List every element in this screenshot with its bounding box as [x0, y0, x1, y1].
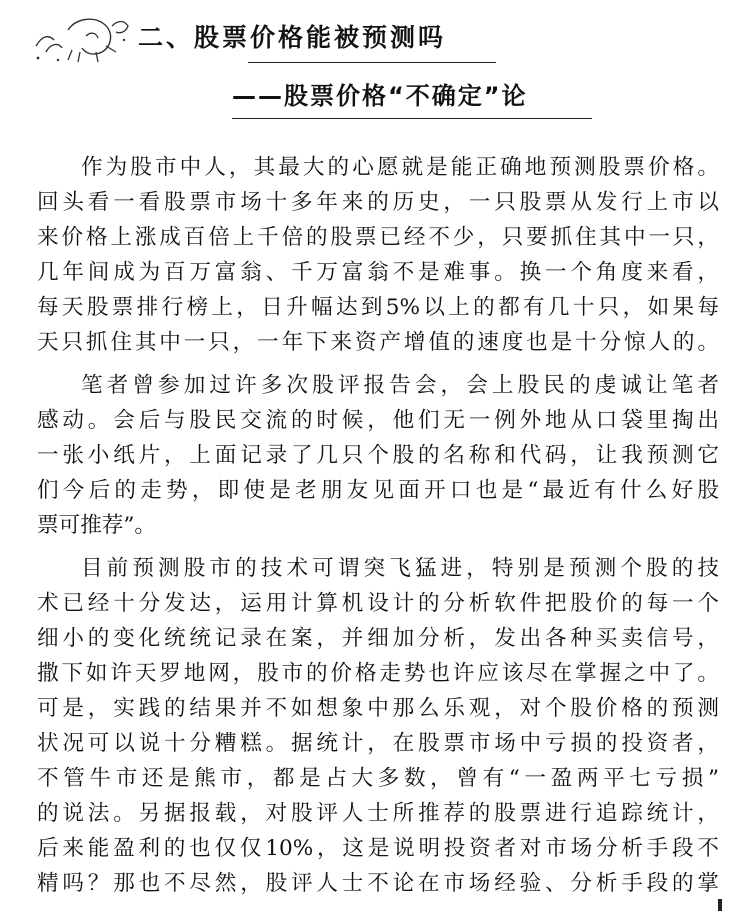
text-line: 可是，实践的结果并不如想象中那么乐观，对个股价格的预测	[37, 696, 719, 721]
page-corner-mark	[718, 899, 722, 911]
title-underline	[248, 62, 496, 63]
section-title: 二、股票价格能被预测吗	[138, 23, 447, 52]
text-line: 天只抓住其中一只，一年下来资产增值的速度也是十分惊人的。	[37, 330, 719, 355]
text-line: 们今后的走势，即使是老朋友见面开口也是“最近有什么好股	[37, 478, 719, 503]
text-line: 目前预测股市的技术可谓突飞猛进，特别是预测个股的技	[81, 556, 719, 581]
text-line: 票可推荐”。	[37, 513, 157, 538]
subtitle-underline	[232, 118, 592, 119]
text-line: 感动。会后与股民交流的时候，他们无一例外地从口袋里掏出	[37, 408, 719, 433]
text-line: 的说法。另据报载，对股评人士所推荐的股票进行追踪统计，	[37, 801, 719, 826]
text-line: 一张小纸片，上面记录了几只个股的名称和代码，让我预测它	[37, 443, 719, 468]
text-line: 撒下如许天罗地网，股市的价格走势也许应该尽在掌握之中了。	[37, 661, 719, 686]
text-line: 回头看一看股票市场十多年来的历史，一只股票从发行上市以	[37, 190, 719, 215]
paragraph-gap	[37, 543, 719, 551]
paragraph-3	[37, 551, 719, 901]
paragraph-2	[37, 368, 719, 543]
text-line: 术已经十分发达，运用计算机设计的分析软件把股价的每一个	[37, 591, 719, 616]
text-line: 几年间成为百万富翁、千万富翁不是难事。换一个角度来看，	[37, 260, 719, 285]
text-line: 来价格上涨成百倍上千倍的股票已经不少，只要抓住其中一只，	[37, 225, 719, 250]
body-text	[37, 150, 719, 901]
decorative-ornament-icon	[28, 6, 138, 68]
text-line: 不管牛市还是熊市，都是占大多数，曾有“一盈两平七亏损”	[37, 766, 719, 791]
section-subtitle: ——股票价格“不确定”论	[232, 82, 528, 110]
text-line: 后来能盈利的也仅仅10%，这是说明投资者对市场分析手段不	[37, 836, 719, 861]
text-line: 精吗？那也不尽然，股评人士不论在市场经验、分析手段的掌	[37, 871, 719, 896]
text-line: 状况可以说十分糟糕。据统计，在股票市场中亏损的投资者，	[37, 731, 719, 756]
text-line: 细小的变化统统记录在案，并细加分析，发出各种买卖信号，	[37, 626, 719, 651]
text-line: 作为股市中人，其最大的心愿就是能正确地预测股票价格。	[81, 155, 719, 180]
paragraph-1	[37, 150, 719, 360]
text-line: 每天股票排行榜上，日升幅达到5%以上的都有几十只，如果每	[37, 295, 719, 320]
text-line: 笔者曾参加过许多次股评报告会，会上股民的虔诚让笔者	[81, 373, 719, 398]
paragraph-gap	[37, 360, 719, 368]
